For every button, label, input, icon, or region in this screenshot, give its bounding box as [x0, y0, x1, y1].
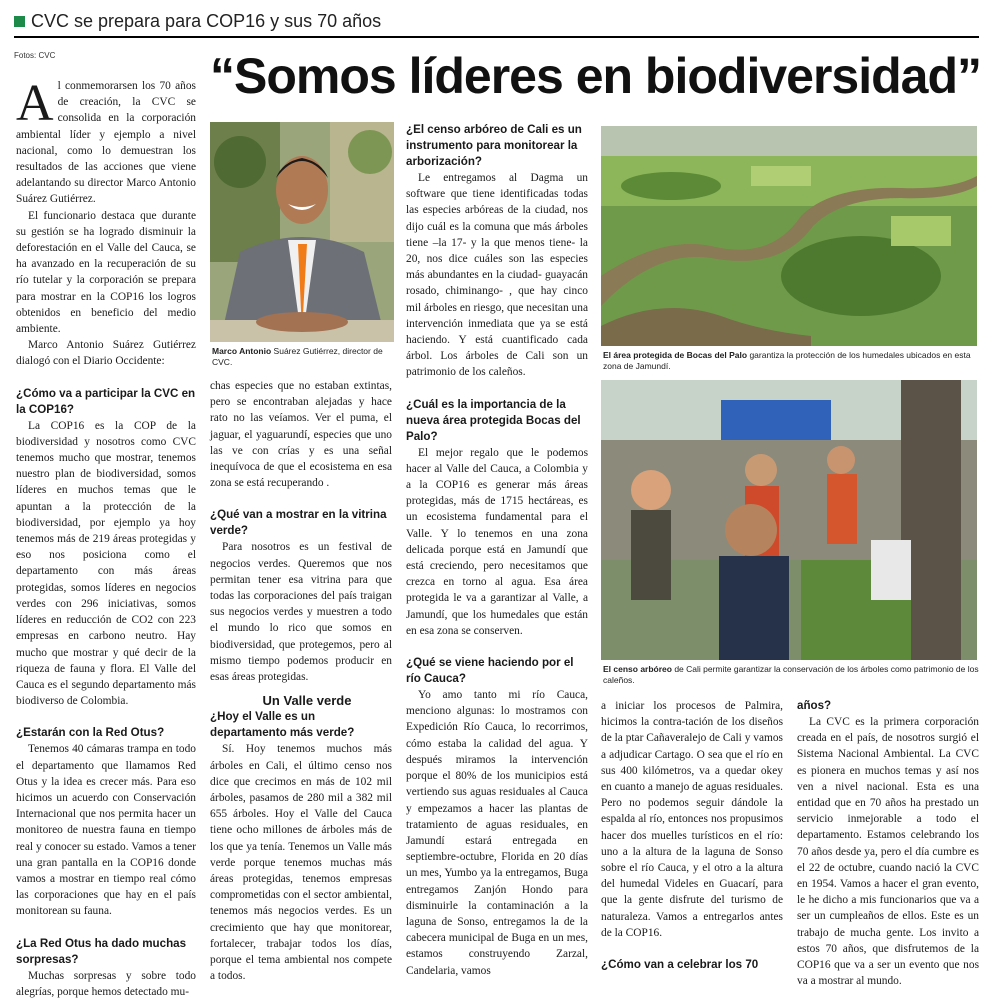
column-2	[210, 378, 392, 985]
question: ¿La Red Otus ha dado muchas sorpresas?	[16, 936, 187, 966]
photo-credit: Fotos: CVC	[14, 51, 56, 60]
answer: Yo amo tanto mi río Cauca, menciono algunas: lo mostramos con Expedición Río Cauca, lo recorrimos, cómo estaba la calidad del agua. Y después miramos la intervención porque el 80% de los municipios está vertiendo sus aguas residuales al Cauca y empezamos a hacer las plantas de tratamiento de aguas residuales, en Jamundí estará entregada en septiembre-octubre, Florida en 20 días un mes, Yumbo ya la entregamos, Buga entregamos Zanjón Hondo para disminuirle la contaminación a la laguna de Sonso, entregamos la de la cabecera municipal de Buga en un mes, estamos construyendo Zarzal, Candelaria, vamos	[406, 689, 588, 977]
answer: El mejor regalo que le podemos hacer al Valle del Cauca, a Colombia y a la COP16 es generar más áreas protegidas, más de 1715 hectáreas, es un ecosistema fundamental para el Valle. Y lo tenemos en una zona delicada porque está en Jamundí que está creciendo, pero necesitamos que crezca en torno al agua. Esa área protegida le va a garantizar al Valle, a Jamundí, que los humedales que están en esa zona se conserven.	[406, 446, 588, 637]
answer: La CVC es la primera corporación creada en el país, de nosotros surgió el Sistema Nacional Ambiental. La CVC es pionera en muchos temas y así nos ven a nivel nacional. Esta es una entidad que en 70 años ha prestado un servicio inmejorable a todo el departamento. Estamos celebrando los 70 años desde ya, pero el día cumbre es el 22 de octubre, cuando nació la CVC en 1954. Vamos a hacer el gran evento, le he dicho a mis funcionarios que va a ser un cumpleaños de ellos. Este es un trabajo de mucha gente. Los invito a estos 70 años, que disfrutemos de la COP16 que va a ser un evento que nos va a mostrar al mundo.	[797, 716, 979, 988]
director-portrait-photo	[210, 122, 394, 342]
question: ¿Qué van a mostrar en la vitrina verde?	[210, 508, 387, 538]
column-3	[406, 122, 588, 979]
question: ¿Cómo van a celebrar los 70	[601, 958, 759, 972]
question: ¿Cuál es la importancia de la nueva área protegida Bocas del Palo?	[406, 397, 581, 443]
section-marker-icon	[14, 16, 25, 27]
column-5	[797, 698, 979, 989]
answer-continued: chas especies que no estaban extintas, pero se encontraban alejadas y hace rato no las veíamos. Ver el puma, el jaguar, el yaguarundí, especies que uno las ve con crías y es una señal inequívoca de que el ecosistema en esa zona se está recuperando .	[210, 380, 392, 490]
question: ¿Estarán con la Red Otus?	[16, 726, 165, 740]
section-header	[14, 10, 381, 32]
section-title: CVC se prepara para COP16 y sus 70 años	[31, 10, 382, 31]
census-photo-caption: El censo arbóreo de Cali permite garantizar la conservación de los árboles como patrimonio de los caleños.	[603, 664, 979, 685]
paragraph: Marco Antonio Suárez Gutiérrez dialogó con el Diario Occidente:	[16, 339, 196, 368]
question: ¿Qué se viene haciendo por el río Cauca?	[406, 656, 574, 686]
question: ¿Hoy el Valle es un departamento más verde?	[210, 710, 355, 740]
header-rule	[14, 36, 979, 38]
headline: “Somos líderes en biodiversidad”	[210, 48, 982, 104]
portrait-caption: Marco Antonio Suárez Gutiérrez, director de CVC.	[212, 346, 383, 367]
answer: Tenemos 40 cámaras trampa en todo el departamento que llamamos Red Otus y la idea es crecer más. Para eso hicimos un acuerdo con Conservación Internacional que nos permita hacer un monitoreo de nuestra fauna en tiempo real y conocer su estado. Vamos a tener una gran pantalla en la COP16 donde vamos a mostrar en tiempo real cómo las corporaciones que hay en el país monitorean su fauna.	[16, 743, 196, 918]
answer: La COP16 es la COP de la biodiversidad y nosotros como CVC tenemos mucho que mostrar, tenemos nuestro plan de biodiversidad, somos líderes en muchos temas que le apuntan a la protección de la biodiversidad, por ejemplo ya hoy tenemos más de 219 áreas protegidas y eso nos posiciona como el departamento con más áreas protegidas, somos líderes en negocios verdes con 296 iniciativas, somos líderes en reducción de CO2 con 223 empresas en carbono neutro. Hay mucho que mostrar y qué decir de la riqueza de fauna y flora. El Valle del Cauca es el segundo departamento más biodiverso de Colombia.	[16, 419, 196, 708]
answer-continued: a iniciar los procesos de Palmira, hicimos la contra-tación de los diseños de la ptar Cañaveralejo de Cali y vamos a adjudicar Cartago. O sea que el río en sus 400 kilómetros, va a quedar okey en cuanto a manejo de aguas residuales. Pero no podemos seguir dándole la espalda al río, entonces nos propusimos hacer dos muelles turísticos en el río: uno a la altura de la laguna de Sonso sobre el río Cauca, y el otro a la altura del humedal Videles en Guacarí, para que la gente disfrute del turismo de naturaleza. Vamos a entregarlos antes de la COP16.	[601, 700, 783, 939]
river-photo-caption: El área protegida de Bocas del Palo garantiza la protección de los humedales ubicados en esta zona de Jamundí.	[603, 350, 971, 371]
answer: Sí. Hoy tenemos muchos más árboles en Cali, el último censo nos dice que crecimos en más de 102 mil árboles, pasamos de 280 mil a 382 mil 655 árboles. Hoy el Valle del Cauca tiene ocho millones de árboles más de los que ya tenía. Tenemos un Valle más verde porque tenemos muchas más áreas protegidas, tenemos empresas comprometidas con el sector ambiental, tenemos más negocios verdes. Es un crecimiento que hay que monitorear, fortalecer, trabajar todos los días, porque el tema ambiental nos compete a todos.	[210, 743, 392, 983]
answer: Le entregamos al Dagma un software que tiene identificadas todas las especies arbóreas de la ciudad, nos dijo cuál es la comuna que más árboles tiene –la 17- y la que menos tiene- la 20, nos dice cuáles son las especies más abundantes en la ciudad- guayacán rosado, chiminango- , que hay cinco mil árboles en riesgo, que necesitan una intervención inmediata que ya se está haciendo. Y está cuantificado cada árbol. Los árboles de Cali son un patrimonio de los caleños.	[406, 172, 588, 379]
intro-paragraph: Al conmemorarsen los 70 años de creación, la CVC se consolida en la corporación ambiental líder y ejemplo a nivel nacional, como lo demuestran los resultados de las acciones que viene adelantando su director Marco Antonio Suárez Gutiérrez.	[16, 75, 196, 206]
drop-cap: A	[16, 75, 54, 132]
answer: Muchas sorpresas y sobre todo alegrías, porque hemos detectado mu-	[16, 969, 196, 998]
paragraph: El funcionario destaca que durante su gestión se ha logrado disminuir la deforestación en el Valle del Cauca, se ha avanzado en la recuperación de su río tutelar y la corporación se prepara para mostrar en la COP16 los logros obtenidos en beneficio del medio ambiente.	[16, 209, 196, 336]
subheading: Un Valle verde	[262, 693, 352, 709]
column-4	[601, 698, 783, 973]
answer: Para nosotros es un festival de negocios verdes. Queremos que nos permitan tener esa vitrina para que todas las corporaciones del país traigan sus negocios verdes y muestren a todo el mundo lo rico que somos en biodiversidad, que protegemos, pero al mismo tiempo podemos producir en esas áreas protegidas.	[210, 541, 392, 684]
question: ¿Cómo va a participar la CVC en la COP16?	[16, 386, 196, 416]
question-continued: años?	[797, 699, 832, 712]
column-1	[16, 75, 196, 1000]
river-aerial-photo	[601, 126, 977, 346]
question: ¿El censo arbóreo de Cali es un instrumento para monitorear la arborización?	[406, 123, 582, 168]
tree-census-photo	[601, 380, 977, 660]
